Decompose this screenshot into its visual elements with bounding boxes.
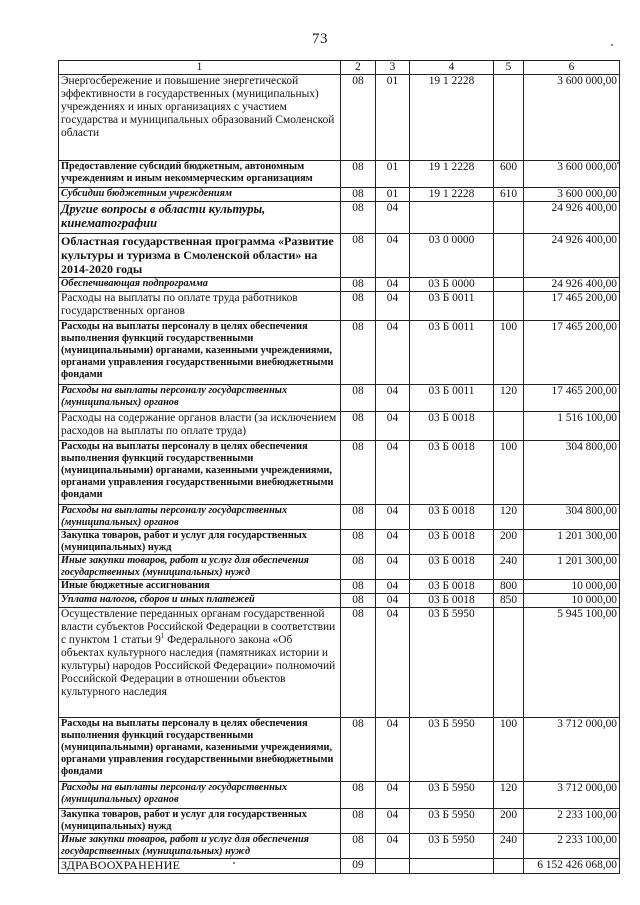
table-row	[59, 202, 620, 234]
row-section: 09	[341, 859, 376, 874]
row-name: Другие вопросы в области культуры, кинематографии	[59, 202, 341, 234]
row-name: Закупка товаров, работ и услуг для государственных (муниципальных) нужд	[59, 530, 341, 555]
row-section: 08	[341, 718, 376, 782]
table-row	[59, 782, 620, 809]
row-subsection: 04	[376, 385, 410, 412]
row-expense-type	[494, 608, 524, 718]
row-expense-type: 100	[494, 441, 524, 505]
col-header-section: 2	[341, 61, 376, 75]
table-row	[59, 441, 620, 505]
table-row	[59, 608, 620, 718]
table-row	[59, 234, 620, 278]
row-name: Закупка товаров, работ и услуг для государственных (муниципальных) нужд	[59, 809, 341, 834]
row-target-article: 03 Б 0018	[410, 580, 494, 594]
row-subsection: 04	[376, 321, 410, 385]
row-amount: 1 201 300,00	[524, 555, 620, 580]
row-target-article: 03 Б 0011	[410, 385, 494, 412]
row-name: Расходы на выплаты персоналу в целях обеспечения выполнения функций государственными (муниципальными) органами, казенными учреждениями, органами управления государственными внебюджетными фондами	[59, 321, 341, 385]
row-target-article: 03 Б 5950	[410, 782, 494, 809]
row-section: 08	[341, 834, 376, 859]
row-subsection: 04	[376, 580, 410, 594]
table-row	[59, 188, 620, 202]
row-expense-type: 610	[494, 188, 524, 202]
row-name: Уплата налогов, сборов и иных платежей	[59, 594, 341, 608]
row-name: Расходы на выплаты персоналу государственных (муниципальных) органов	[59, 505, 341, 530]
col-header-amount: 6	[524, 61, 620, 75]
row-subsection: 01	[376, 161, 410, 188]
row-amount: 304 800,00	[524, 441, 620, 505]
row-expense-type: 800	[494, 580, 524, 594]
row-section: 08	[341, 292, 376, 321]
row-target-article: 03 Б 0018	[410, 594, 494, 608]
row-name: Обеспечивающая подпрограмма	[59, 278, 341, 292]
row-amount: 3 712 000,00	[524, 782, 620, 809]
row-amount: 1 201 300,00	[524, 530, 620, 555]
row-name-part: Осуществление переданных органам государственной власти субъектов Российской Федерации в соответствии с пунктом 1 статьи 9	[61, 608, 336, 646]
table-row	[59, 412, 620, 441]
row-target-article: 03 Б 5950	[410, 718, 494, 782]
row-subsection: 04	[376, 278, 410, 292]
row-amount: 6 152 426 068,00	[524, 859, 620, 874]
row-expense-type	[494, 859, 524, 874]
scan-speck	[611, 44, 613, 46]
row-name: Расходы на выплаты персоналу в целях обеспечения выполнения функций государственными (муниципальными) органами, казенными учреждениями, органами управления государственными внебюджетными фондами	[59, 718, 341, 782]
row-section: 08	[341, 188, 376, 202]
row-section: 08	[341, 234, 376, 278]
row-section: 08	[341, 782, 376, 809]
row-target-article: 19 1 2228	[410, 188, 494, 202]
row-subsection: 04	[376, 834, 410, 859]
row-amount: 17 465 200,00	[524, 321, 620, 385]
row-expense-type: 200	[494, 809, 524, 834]
row-amount: 3 600 000,00	[524, 75, 620, 161]
row-section: 08	[341, 202, 376, 234]
row-expense-type	[494, 412, 524, 441]
row-subsection	[376, 859, 410, 874]
row-name: Расходы на содержание органов власти (за исключением расходов на выплаты по оплате труда)	[59, 412, 341, 441]
row-expense-type: 600	[494, 161, 524, 188]
page-number: 73	[312, 31, 328, 47]
row-amount: 17 465 200,00	[524, 292, 620, 321]
row-section: 08	[341, 809, 376, 834]
row-target-article: 03 Б 0018	[410, 555, 494, 580]
row-name: Субсидии бюджетным учреждениям	[59, 188, 341, 202]
table-row	[59, 834, 620, 859]
row-subsection: 01	[376, 188, 410, 202]
row-expense-type: 100	[494, 321, 524, 385]
row-name: Расходы на выплаты персоналу в целях обеспечения выполнения функций государственными (муниципальными) органами, казенными учреждениями, органами управления государственными внебюджетными фондами	[59, 441, 341, 505]
row-subsection: 04	[376, 782, 410, 809]
table-row	[59, 278, 620, 292]
row-subsection: 04	[376, 718, 410, 782]
row-expense-type: 120	[494, 385, 524, 412]
row-name: Областная государственная программа «Развитие культуры и туризма в Смоленской области» на 2014-2020 годы	[59, 234, 341, 278]
row-amount: 5 945 100,00	[524, 608, 620, 718]
row-section: 08	[341, 161, 376, 188]
row-target-article: 03 Б 5950	[410, 834, 494, 859]
row-amount: 1 516 100,00	[524, 412, 620, 441]
row-amount: 2 233 100,00	[524, 809, 620, 834]
row-expense-type: 120	[494, 782, 524, 809]
row-target-article: 03 Б 0018	[410, 412, 494, 441]
row-amount: 304 800,00	[524, 505, 620, 530]
row-section: 08	[341, 321, 376, 385]
row-expense-type	[494, 292, 524, 321]
scan-speck	[233, 862, 235, 864]
row-expense-type: 240	[494, 834, 524, 859]
row-expense-type	[494, 234, 524, 278]
row-amount: 24 926 400,00	[524, 202, 620, 234]
row-subsection: 04	[376, 234, 410, 278]
row-expense-type: 240	[494, 555, 524, 580]
row-target-article: 03 Б 5950	[410, 809, 494, 834]
row-amount: 24 926 400,00	[524, 278, 620, 292]
row-name	[59, 608, 341, 718]
row-expense-type	[494, 278, 524, 292]
row-name-part: Федерального закона «Об объектах культурного наследия (памятниках истории и культуры) народов Российской Федерации» полномочий Российской Федерации в отношении объектов культурного наследия	[61, 634, 336, 698]
row-name: Энергосбережение и повышение энергетической эффективности в государственных (муниципальных) учреждениях и иных организациях с участием государства и муниципальных образований Смоленской области	[59, 75, 341, 161]
row-subsection: 04	[376, 594, 410, 608]
row-section: 08	[341, 385, 376, 412]
table-row	[59, 580, 620, 594]
row-target-article: 03 Б 0018	[410, 441, 494, 505]
row-target-article: 19 1 2228	[410, 161, 494, 188]
table-header-row	[59, 61, 620, 75]
row-name: Иные бюджетные ассигнования	[59, 580, 341, 594]
row-section: 08	[341, 530, 376, 555]
row-expense-type: 850	[494, 594, 524, 608]
row-amount: 10 000,00	[524, 594, 620, 608]
row-subsection: 04	[376, 530, 410, 555]
row-subsection: 04	[376, 809, 410, 834]
row-section: 08	[341, 412, 376, 441]
row-section: 08	[341, 555, 376, 580]
row-target-article: 03 Б 0018	[410, 530, 494, 555]
row-amount: 24 926 400,00	[524, 234, 620, 278]
row-section: 08	[341, 278, 376, 292]
row-target-article: 03 Б 0018	[410, 505, 494, 530]
row-name: Иные закупки товаров, работ и услуг для обеспечения государственных (муниципальных) нужд	[59, 834, 341, 859]
table-row	[59, 530, 620, 555]
table-row	[59, 859, 620, 874]
col-header-subsection: 3	[376, 61, 410, 75]
row-name: Предоставление субсидий бюджетным, автономным учреждениям и иным некоммерческим организациям	[59, 161, 341, 188]
row-subsection: 01	[376, 75, 410, 161]
row-section: 08	[341, 594, 376, 608]
row-subsection: 04	[376, 412, 410, 441]
row-name: Иные закупки товаров, работ и услуг для обеспечения государственных (муниципальных) нужд	[59, 555, 341, 580]
row-subsection: 04	[376, 292, 410, 321]
row-subsection: 04	[376, 441, 410, 505]
row-amount: 10 000,00	[524, 580, 620, 594]
row-name: Расходы на выплаты персоналу государственных (муниципальных) органов	[59, 782, 341, 809]
row-name: Расходы на выплаты по оплате труда работников государственных органов	[59, 292, 341, 321]
table-row	[59, 594, 620, 608]
row-amount: 3 600 000,00	[524, 161, 620, 188]
row-amount: 3 712 000,00	[524, 718, 620, 782]
row-target-article	[410, 202, 494, 234]
row-target-article: 03 Б 0000	[410, 278, 494, 292]
row-section: 08	[341, 580, 376, 594]
table-row	[59, 555, 620, 580]
row-name: ЗДРАВООХРАНЕНИЕ	[59, 859, 341, 874]
row-expense-type: 100	[494, 718, 524, 782]
table-row	[59, 292, 620, 321]
row-expense-type: 200	[494, 530, 524, 555]
col-header-name: 1	[59, 61, 341, 75]
row-subsection: 04	[376, 202, 410, 234]
row-section: 08	[341, 441, 376, 505]
scan-speck	[617, 162, 619, 164]
row-target-article: 03 0 0000	[410, 234, 494, 278]
col-header-target-article: 4	[410, 61, 494, 75]
row-expense-type: 120	[494, 505, 524, 530]
row-amount: 17 465 200,00	[524, 385, 620, 412]
footnote-superscript: 1	[160, 632, 165, 641]
row-target-article	[410, 859, 494, 874]
table-row	[59, 718, 620, 782]
row-subsection: 04	[376, 555, 410, 580]
table-row	[59, 385, 620, 412]
row-expense-type	[494, 202, 524, 234]
row-target-article: 03 Б 0011	[410, 292, 494, 321]
table-row	[59, 809, 620, 834]
col-header-expense-type: 5	[494, 61, 524, 75]
row-amount: 3 600 000,00	[524, 188, 620, 202]
row-subsection: 04	[376, 608, 410, 718]
row-expense-type	[494, 75, 524, 161]
row-section: 08	[341, 505, 376, 530]
row-section: 08	[341, 75, 376, 161]
table-row	[59, 505, 620, 530]
row-section: 08	[341, 608, 376, 718]
table-row	[59, 75, 620, 161]
row-name: Расходы на выплаты персоналу государственных (муниципальных) органов	[59, 385, 341, 412]
table-row	[59, 321, 620, 385]
row-target-article: 03 Б 5950	[410, 608, 494, 718]
row-amount: 2 233 100,00	[524, 834, 620, 859]
row-target-article: 03 Б 0011	[410, 321, 494, 385]
row-target-article: 19 1 2228	[410, 75, 494, 161]
row-subsection: 04	[376, 505, 410, 530]
table-row	[59, 161, 620, 188]
budget-table	[58, 60, 620, 874]
